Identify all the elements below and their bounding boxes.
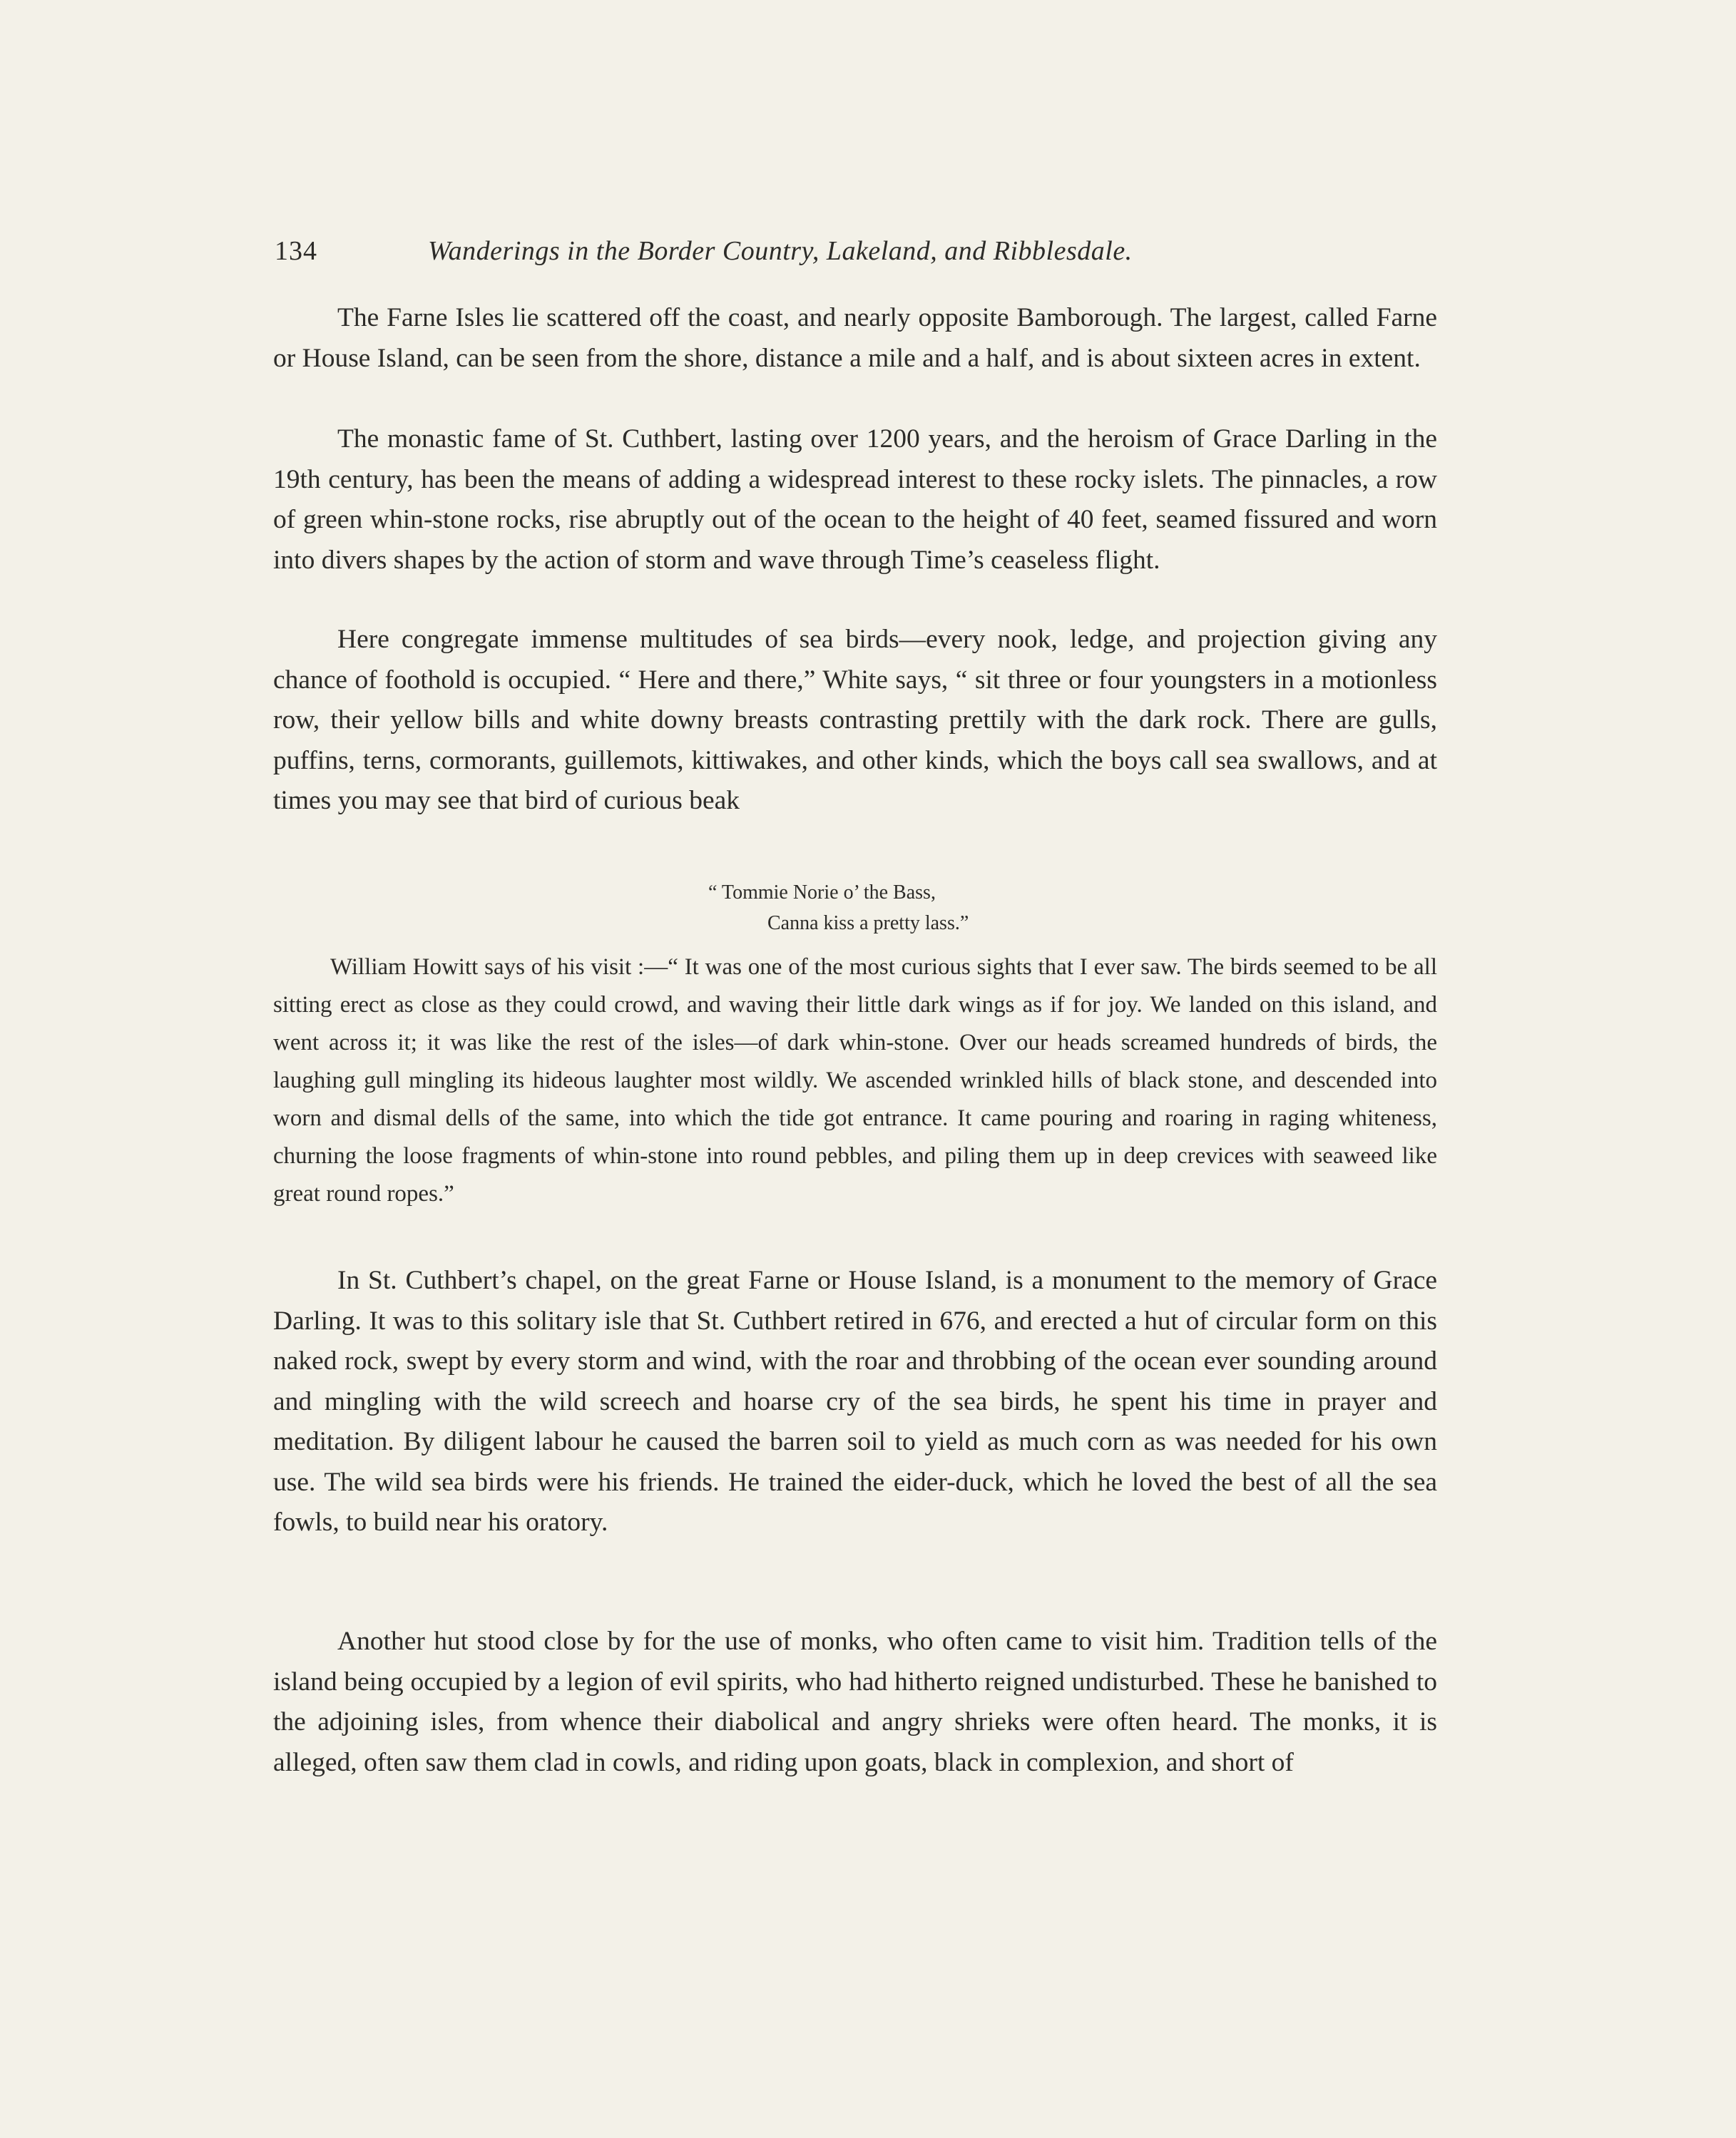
paragraph-sea-birds xyxy=(273,620,1437,822)
page-header xyxy=(275,235,1302,278)
paragraph-text: In St. Cuthbert’s chapel, on the great Farne or House Island, is a monument to the memory of Grace Darling. It was to this solitary isle that St. Cuthbert retired in 676, and erected a hut of circular form on this naked rock, swept by every storm and wind, with the roar and throbbing of the ocean ever sounding around and mingling with the wild screech and hoarse cry of the sea birds, he spent his time in prayer and meditation. By diligent labour he caused the barren soil to yield as much corn as was needed for his own use. The wild sea birds were his friends. He trained the eider-duck, which he loved the best of all the sea fowls, to build near his oratory. xyxy=(273,1266,1437,1537)
verse-line: “ Tommie Norie o’ the Bass, xyxy=(708,881,936,904)
paragraph-text: The Farne Isles lie scattered off the coast, and nearly opposite Bamborough. The largest, called Farne or House Island, can be seen from the shore, distance a mile and a half, and is about sixteen acres in extent. xyxy=(273,303,1437,373)
paragraph-text: Here congregate immense multitudes of sea birds—every nook, ledge, and projection giving any chance of foothold is occupied. “ Here and there,” White says, “ sit three or four youngsters in a motionless row, their yellow bills and white downy breasts contrasting prettily with the dark rock. There are gulls, puffins, terns, cormorants, guillemots, kittiwakes, and other kinds, which the boys call sea swallows, and at times you may see that bird of curious beak xyxy=(273,625,1437,815)
verse-line: Canna kiss a pretty lass.” xyxy=(767,912,969,934)
paragraph-farne-isles xyxy=(273,298,1437,379)
verse-quotation xyxy=(685,877,1113,938)
paragraph-cuthbert-chapel xyxy=(273,1261,1437,1543)
page-number: 134 xyxy=(275,236,317,266)
paragraph-another-hut xyxy=(273,1622,1437,1783)
block-quote-howitt xyxy=(273,948,1437,1213)
quote-text: William Howitt says of his visit :—“ It was one of the most curious sights that I ever saw. The birds seemed to be all sitting erect as close as they could crowd, and waving their little dark wings as if for joy. We landed on this island, and went across it; it was like the rest of the isles—of dark whin-stone. Over our heads screamed hundreds of birds, the laughing gull mingling its hideous laughter most wildly. We ascended wrinkled hills of black stone, and descended into worn and dismal dells of the same, into which the tide got entrance. It came pouring and roaring in raging whiteness, churning the loose fragments of whin-stone into round pebbles, and piling them up in deep crevices with seaweed like great round ropes.” xyxy=(273,954,1437,1207)
paragraph-text: The monastic fame of St. Cuthbert, lasting over 1200 years, and the heroism of Grace Darling in the 19th century, has been the means of adding a widespread interest to these rocky islets. The pinnacles, a row of green whin-stone rocks, rise abruptly out of the ocean to the height of 40 feet, seamed fissured and worn into divers shapes by the action of storm and wave through Time’s ceaseless flight. xyxy=(273,424,1437,575)
paragraph-text: Another hut stood close by for the use of monks, who often came to visit him. Tradition tells of the island being occupied by a legion of evil spirits, who had hitherto reigned undisturbed. These he banished to the adjoining isles, from whence their diabolical and angry shrieks were often heard. The monks, it is alleged, often saw them clad in cowls, and riding upon goats, black in complexion, and short of xyxy=(273,1627,1437,1777)
paragraph-monastic-fame xyxy=(273,419,1437,580)
running-title: Wanderings in the Border Country, Lakeland, and Ribblesdale. xyxy=(428,236,1133,266)
